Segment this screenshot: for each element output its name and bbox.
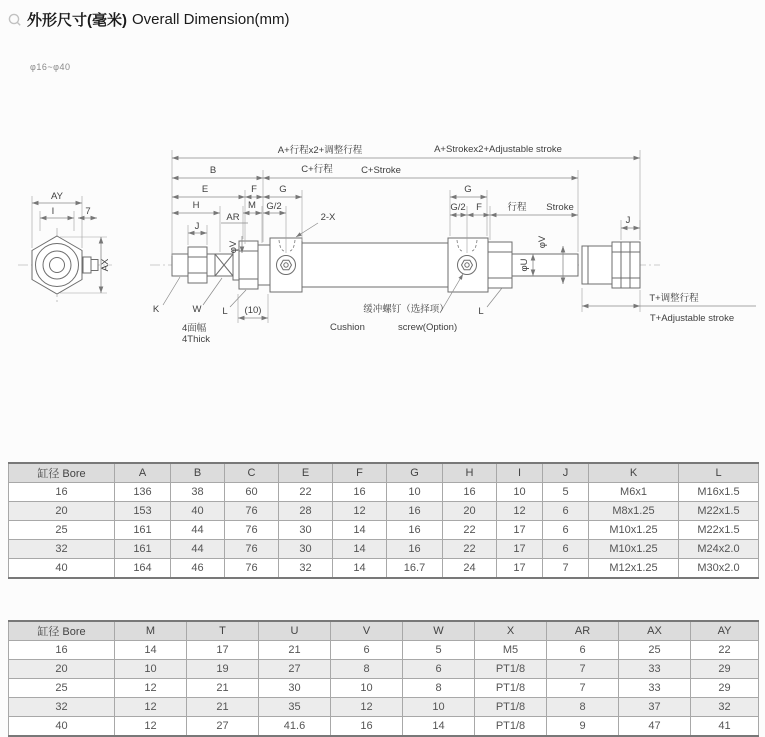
table-cell: 41.6 <box>259 717 331 737</box>
table-cell: 40 <box>9 717 115 737</box>
title-english: Overall Dimension(mm) <box>132 11 290 28</box>
dim-label-10: (10) <box>244 305 262 316</box>
table-cell: 20 <box>9 502 115 521</box>
table-cell: 32 <box>9 698 115 717</box>
table-cell: M10x1.25 <box>589 540 679 559</box>
table-cell: PT1/8 <box>475 717 547 737</box>
dim-label-m: M <box>248 200 256 211</box>
dim-label-2x: 2-X <box>320 212 336 223</box>
table-cell: 60 <box>225 483 279 502</box>
table-cell: 17 <box>497 540 543 559</box>
table-cell: 40 <box>9 559 115 579</box>
table-cell: 21 <box>187 698 259 717</box>
table-cell: 136 <box>115 483 171 502</box>
table-cell: M22x1.5 <box>679 502 759 521</box>
table-cell: 44 <box>171 540 225 559</box>
cylinder-side-view <box>150 238 660 292</box>
column-header: B <box>171 463 225 483</box>
table-cell: 24 <box>443 559 497 579</box>
table-row <box>9 521 759 540</box>
table-cell: 17 <box>497 559 543 579</box>
dim-label-a-zh: A+行程x2+调整行程 <box>277 145 363 156</box>
dim-label-phi-u: φU <box>519 258 530 272</box>
table-row <box>9 717 759 737</box>
table-cell: PT1/8 <box>475 698 547 717</box>
column-header: G <box>387 463 443 483</box>
table-cell: 7 <box>543 559 589 579</box>
table-cell: 14 <box>333 559 387 579</box>
column-header: C <box>225 463 279 483</box>
dim-label-f-right: F <box>476 202 482 213</box>
table-cell: 12 <box>497 502 543 521</box>
table-cell: M5 <box>475 641 547 660</box>
table-cell: 76 <box>225 540 279 559</box>
table-row <box>9 502 759 521</box>
table-cell: 16 <box>387 502 443 521</box>
table-cell: 76 <box>225 559 279 579</box>
column-header: AX <box>619 621 691 641</box>
column-header: W <box>403 621 475 641</box>
dim-label-j-right: J <box>625 215 631 226</box>
table-cell: 6 <box>547 641 619 660</box>
dim-label-j-left: J <box>194 221 200 232</box>
table-cell: 16 <box>387 540 443 559</box>
table-cell: 35 <box>259 698 331 717</box>
table-cell: 16 <box>9 641 115 660</box>
table-cell: M12x1.25 <box>589 559 679 579</box>
table-cell: 20 <box>9 660 115 679</box>
column-header: AR <box>547 621 619 641</box>
dim-label-e: E <box>201 184 209 195</box>
column-header: V <box>331 621 403 641</box>
table-cell: 19 <box>187 660 259 679</box>
dim-label-h: H <box>192 200 200 211</box>
column-header: J <box>543 463 589 483</box>
table-cell: 16 <box>387 521 443 540</box>
table-cell: 28 <box>279 502 333 521</box>
table-cell: 10 <box>403 698 475 717</box>
table-cell: 22 <box>443 540 497 559</box>
dim-label-g2-right: G/2 <box>450 202 466 213</box>
table-cell: 27 <box>259 660 331 679</box>
table-cell: M22x1.5 <box>679 521 759 540</box>
label-flats-zh: 4面幅 <box>182 323 207 334</box>
dim-label-f-left: F <box>251 184 257 195</box>
dim-label-phi-v-right: φV <box>537 235 548 249</box>
label-flats-en: 4Thick <box>182 334 210 345</box>
column-header: K <box>589 463 679 483</box>
table-cell: 29 <box>691 660 759 679</box>
dim-label-ay: AY <box>51 191 63 202</box>
table-cell: 25 <box>9 521 115 540</box>
table-cell: 41 <box>691 717 759 737</box>
dim-label-phi-v-left: φV <box>228 240 239 254</box>
table-header-row <box>9 463 759 483</box>
table-cell: 14 <box>403 717 475 737</box>
table-cell: 33 <box>619 679 691 698</box>
table-cell: 20 <box>443 502 497 521</box>
table-cell: 16.7 <box>387 559 443 579</box>
column-header: 缸径 Bore <box>9 621 115 641</box>
dim-label-k: K <box>152 304 160 315</box>
table-cell: 7 <box>547 660 619 679</box>
table-cell: 16 <box>331 717 403 737</box>
table-cell: 6 <box>331 641 403 660</box>
dim-label-i: I <box>51 206 55 217</box>
table-cell: 30 <box>279 540 333 559</box>
dim-label-g2-left: G/2 <box>266 201 282 212</box>
dim-label-c-zh: C+行程 <box>301 164 333 175</box>
table-cell: 46 <box>171 559 225 579</box>
dim-label-g-left: G <box>279 184 287 195</box>
dimension-table-2 <box>8 620 759 737</box>
table-row <box>9 483 759 502</box>
table-cell: 14 <box>333 521 387 540</box>
table-cell: M24x2.0 <box>679 540 759 559</box>
table-cell: 8 <box>331 660 403 679</box>
table-cell: 10 <box>497 483 543 502</box>
table-cell: 44 <box>171 521 225 540</box>
table-cell: 161 <box>115 540 171 559</box>
table-cell: 10 <box>387 483 443 502</box>
dim-label-t-zh: T+调整行程 <box>649 293 699 304</box>
table-cell: 47 <box>619 717 691 737</box>
table-cell: M6x1 <box>589 483 679 502</box>
table-row <box>9 540 759 559</box>
table-cell: M16x1.5 <box>679 483 759 502</box>
column-header: X <box>475 621 547 641</box>
column-header: E <box>279 463 333 483</box>
table-row <box>9 679 759 698</box>
table-cell: 153 <box>115 502 171 521</box>
label-cushion-en-1: Cushion <box>330 322 365 333</box>
table-cell: 33 <box>619 660 691 679</box>
table-cell: 21 <box>187 679 259 698</box>
dim-label-c-en: C+Stroke <box>361 165 401 176</box>
table-cell: 6 <box>543 521 589 540</box>
table-cell: 8 <box>547 698 619 717</box>
label-cushion-zh: 缓冲螺钉（选择项） <box>363 304 449 315</box>
column-header: L <box>679 463 759 483</box>
column-header: U <box>259 621 331 641</box>
table-cell: PT1/8 <box>475 679 547 698</box>
table-cell: 161 <box>115 521 171 540</box>
table-cell: 17 <box>187 641 259 660</box>
table-cell: 5 <box>543 483 589 502</box>
table-cell: 32 <box>9 540 115 559</box>
table-cell: 76 <box>225 502 279 521</box>
table-cell: 37 <box>619 698 691 717</box>
table-cell: 164 <box>115 559 171 579</box>
dim-label-stroke-en: Stroke <box>546 202 574 213</box>
table-cell: 29 <box>691 679 759 698</box>
label-cushion-en-2: screw(Option) <box>398 322 458 333</box>
table-cell: 40 <box>171 502 225 521</box>
table-cell: 17 <box>497 521 543 540</box>
table-cell: M30x2.0 <box>679 559 759 579</box>
table-header-row <box>9 621 759 641</box>
table-cell: 16 <box>333 483 387 502</box>
dim-label-w: W <box>192 304 202 315</box>
table-cell: 16 <box>9 483 115 502</box>
table-cell: 22 <box>691 641 759 660</box>
table-cell: 25 <box>619 641 691 660</box>
table-cell: 8 <box>403 679 475 698</box>
table-cell: 6 <box>403 660 475 679</box>
table-cell: 12 <box>331 698 403 717</box>
table-cell: 30 <box>279 521 333 540</box>
table-cell: 32 <box>691 698 759 717</box>
table-cell: M10x1.25 <box>589 521 679 540</box>
table-cell: 12 <box>115 717 187 737</box>
table-cell: 14 <box>333 540 387 559</box>
dim-label-l-right: L <box>478 306 484 317</box>
table-cell: 76 <box>225 521 279 540</box>
table-cell: 25 <box>9 679 115 698</box>
dim-label-g-right: G <box>464 184 472 195</box>
table-cell: 9 <box>547 717 619 737</box>
column-header: H <box>443 463 497 483</box>
dim-label-ax: AX <box>100 258 111 272</box>
table-row <box>9 698 759 717</box>
end-view <box>18 196 112 302</box>
dim-label-stroke-zh: 行程 <box>507 202 527 213</box>
table-cell: 14 <box>115 641 187 660</box>
table-cell: 6 <box>543 540 589 559</box>
dim-label-a-en: A+Strokex2+Adjustable stroke <box>434 144 562 155</box>
table-cell: 7 <box>547 679 619 698</box>
title-chinese: 外形尺寸(毫米) <box>27 12 127 29</box>
table-cell: PT1/8 <box>475 660 547 679</box>
dim-label-b: B <box>209 165 217 176</box>
column-header: I <box>497 463 543 483</box>
column-header: M <box>115 621 187 641</box>
table-cell: 12 <box>115 679 187 698</box>
dimension-table-1 <box>8 462 759 579</box>
table-cell: 12 <box>115 698 187 717</box>
table-row <box>9 641 759 660</box>
column-header: AY <box>691 621 759 641</box>
table-cell: 6 <box>543 502 589 521</box>
column-header: T <box>187 621 259 641</box>
table-cell: 30 <box>259 679 331 698</box>
column-header: 缸径 Bore <box>9 463 115 483</box>
table-cell: 22 <box>443 521 497 540</box>
table-cell: 10 <box>331 679 403 698</box>
dim-label-7: 7 <box>85 206 91 217</box>
column-header: A <box>115 463 171 483</box>
table-cell: 10 <box>115 660 187 679</box>
dim-label-ar: AR <box>226 212 240 223</box>
column-header: F <box>333 463 387 483</box>
table-cell: 16 <box>443 483 497 502</box>
table-cell: 32 <box>279 559 333 579</box>
table-cell: 5 <box>403 641 475 660</box>
table-row <box>9 660 759 679</box>
table-cell: 38 <box>171 483 225 502</box>
dim-label-l-left: L <box>222 306 228 317</box>
table-cell: 12 <box>333 502 387 521</box>
table-cell: 27 <box>187 717 259 737</box>
dim-label-t-en: T+Adjustable stroke <box>649 313 735 324</box>
table-cell: 21 <box>259 641 331 660</box>
table-row <box>9 559 759 579</box>
table-cell: M8x1.25 <box>589 502 679 521</box>
bore-range-label: φ16~φ40 <box>30 62 71 72</box>
table-cell: 22 <box>279 483 333 502</box>
